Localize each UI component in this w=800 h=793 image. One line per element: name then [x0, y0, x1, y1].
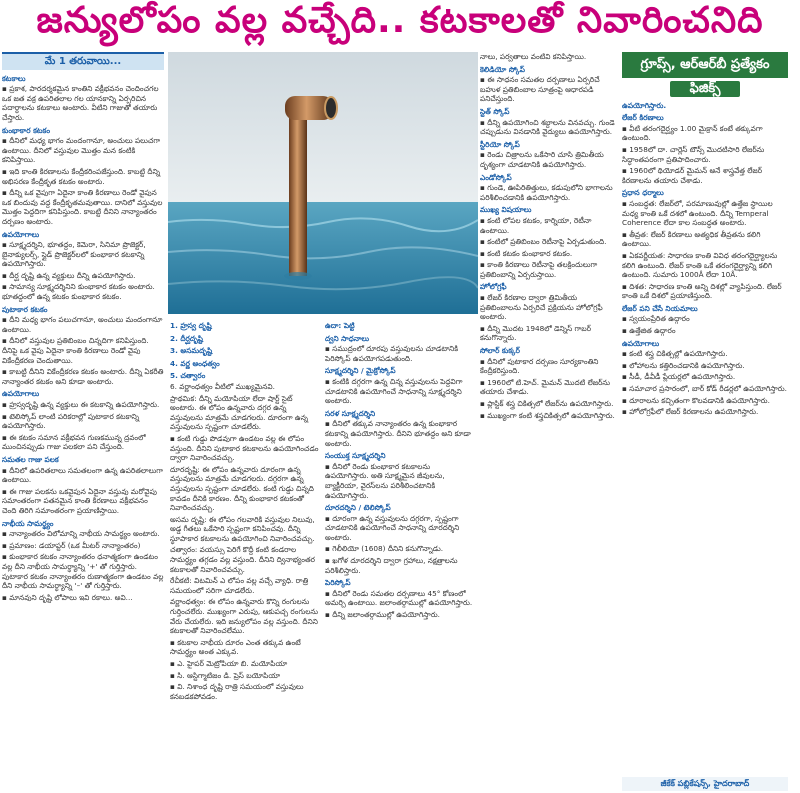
paragraph: దూరదర్శిని / టెలిస్కోప్: [325, 503, 391, 513]
paragraph: ఉపయోగిస్తారు.: [622, 100, 667, 110]
periscope-photo: [168, 52, 478, 314]
paragraph: ▪ ముఖ్యంగా కంటి శస్త్రచికిత్సలో ఉపయోగిస్తారు.: [480, 410, 615, 420]
column-4: [480, 52, 618, 793]
paragraph: ▪ ప్రకాశ, పారదర్శకమైన కాంతిని వక్రీభవనం చెందించగల ఒక జత వక్ర ఉపరితలాల గల యానకాన్ని ఏర్పరిచిన పదార్థాలను కటకాలు అంటారు. వీటిని గాజుతో తయారు చేస్తారు.: [2, 84, 159, 122]
paragraph: అసమ దృష్టి: ఈ లోపం గలవారికి వస్తువుల నిలువు, అడ్డ గీతలు ఒకేసారి స్పష్టంగా కనిపించవు. దీన్ని స్థూపాకార కటకాలను ఉపయోగించి నివారించవచ్చు.: [170, 514, 315, 543]
paragraph: లేజర్ కిరణాలు: [622, 113, 664, 123]
column-3-body: [325, 321, 475, 620]
paragraph: ▪ కటకాల నాభీయ దూరం ఎంత తక్కువ ఉంటే సామర్థ్యం అంత ఎక్కువ.: [170, 637, 301, 657]
paragraph: ▪ 1958లో దా. చార్లెస్ టౌన్స్ మొదటిసారి లేజర్‌ను సిద్ధాంతపరంగా ప్రతిపాదించారు.: [622, 144, 765, 164]
paragraph: ▪ సముద్రంలో దూరపు వస్తువులను చూడటానికి పెరిస్కోప్ ఉపయోగపడుతుంది.: [325, 344, 459, 363]
paragraph: ▪ ఉత్తేజిత ఉద్గారం: [622, 326, 676, 336]
paragraph: దూరదృష్టి: ఈ లోపం ఉన్నవారు దూరంగా ఉన్న వస్తువులను మాత్రమే చూడగలరు. దగ్గరగా ఉన్న వస్తువులను స్పష్టంగా చూడలేరు. కంటి గుడ్డు చిన్నది కావడం దీనికి కారణం. దీన్ని కుంభాకార కటకంతో నివారించవచ్చు.: [170, 464, 314, 513]
paragraph: 3. అసమదృష్టి: [170, 346, 213, 356]
paragraph: సూక్ష్మదర్శిని / మైక్రోస్కోప్: [325, 366, 396, 376]
paragraph: కుంభాకార కటకం: [2, 125, 51, 135]
paragraph: ప్రాథమిక: దీన్ని మయోపియా లేదా షార్ట్ సైట్ అంటారు. ఈ లోపం ఉన్నవారు దగ్గర ఉన్న వస్తువులను మాత్రమే చూడగలరు. దూరంగా ఉన్న వస్తువులను స్పష్టంగా చూడలేరు.: [170, 393, 308, 432]
periscope-illustration: [168, 52, 478, 314]
paragraph: ▪ సి. ఆస్టిగ్మాటిజం డి. ప్రెస్ బయోపియా: [170, 670, 281, 680]
paragraph: ▪ సూక్ష్మదర్శిని, భూతద్దం, కెమెరా, సినిమా ప్రొజెక్టర్, బైనాక్యులర్స్, స్లైడ్ ప్రొజెక్టర్‌లలో కుంభాకార కటకాన్ని ఉపయోగిస్తారు.: [2, 240, 146, 269]
paragraph: ▪ ఇది కాంతి కిరణాలను కేంద్రీకరింపజేస్తుంది. కాబట్టి దీన్ని అభిసరణ కేంద్రీకృత కటకం అంటారు.: [2, 166, 161, 186]
paragraph: ▪ కాంతి కిరణాలు రెటీనాపై తలక్రిందులుగా ప్రతిబింబాన్ని ఏర్పరుస్తాయి.: [480, 260, 598, 279]
paragraph: సంయుక్త సూక్ష్మదర్శిని: [325, 451, 386, 461]
paragraph: ▪ సీడీ, డీవీడీ ప్లేయర్లలో ఉపయోగిస్తారు.: [622, 372, 736, 382]
paragraph: నాభీయ సామర్థ్యం: [2, 518, 54, 528]
paragraph: ద్వని సాధనాలు: [325, 333, 370, 343]
paragraph: ▪ కాబట్టి దీనిని వికేంద్రీకరణ కటకం అంటారు. దీన్ని ఏకరీతి నాన్యాంతర కటకం అని కూడా అంటారు.: [2, 367, 164, 386]
subject-label: ఫిజిక్స్: [670, 81, 740, 97]
paragraph: ఉపయోగాలు: [622, 338, 660, 348]
paragraph: ▪ దీనిలో ఉపరితలాలు సమతలంగా ఉన్న ఉపరితలాలుగా ఉంటాయి.: [2, 465, 163, 485]
paragraph: ▪ ఎ. హైపర్ మెట్రోపియా బి. మయోపియా: [170, 659, 288, 668]
paragraph: ▪ 1960లో టి.హెచ్. మైమన్ మొదటి లేజర్‌ను తయారు చేశాడు.: [480, 377, 611, 397]
paragraph: ప్రధాన ధర్మాలు: [622, 188, 664, 198]
paragraph: ▪ కుంభాకార కటకం నాన్యాంతరం ధనాత్మకంగా ఉండటం వల్ల దీని నాభీయ సామర్థ్యాన్ని '+' తో గుర్తిస్తారు. పుటాకార కటకం నాన్యాంతరం రుణాత్మకంగా ఉండటం వల్ల దీని నాభీయ సామర్థ్యాన్ని '–' తో గుర్తిస్తారు.: [2, 552, 164, 591]
series-banner: గ్రూప్స్, ఆర్ఆర్‌బీ ప్రత్యేకం: [622, 52, 788, 78]
paragraph: 5. చత్వారం: [170, 371, 206, 381]
column-5: [622, 52, 788, 793]
paragraph: సోలార్ కుక్కర్: [480, 346, 520, 356]
adjacent-column-edge: [790, 52, 800, 793]
headline: జన్యులోపం వల్ల వచ్చేది.. కటకాలతో నివారించనిది: [36, 0, 764, 41]
paragraph: ▪ లోహాలను కత్తిరించడానికి ఉపయోగిస్తారు.: [622, 360, 745, 370]
paragraph: ▪ దిశత: సాధారణ కాంతి అన్ని దిశల్లో వ్యాపిస్తుంది. లేజర్ కాంతి ఒకే దిశలో ప్రయాణిస్తుంది.: [622, 281, 782, 301]
paragraph: సమతల గాజు పలక: [2, 454, 59, 464]
paragraph: రేచీకటి: విటమిన్ ఎ లోపం వల్ల వచ్చే వ్యాధి. రాత్రి సమయంలో సరిగా చూడలేరు.: [170, 576, 309, 595]
paragraph: ▪ రెండు చిత్రాలను ఒకేసారి చూసి త్రిమితీయ దృశ్యంగా చూడటానికి ఉపయోగిస్తారు.: [480, 150, 604, 169]
paragraph: ▪ సామాన్య సూక్ష్మదర్శినిని కుంభాకార కటకం అంటారు. భూతద్దంలో ఉన్న కటకం కుంభాకార కటకం.: [2, 282, 155, 302]
column-1-body: [2, 74, 164, 603]
paragraph: కటకాలు: [2, 73, 26, 83]
column-1: [2, 52, 164, 793]
paragraph: ▪ ఈ కటకం సమాన వక్రీభవన గుణకమున్న ద్రవంలో ముంచినప్పుడు గాజు పలకలా పని చేస్తుంది.: [2, 432, 146, 452]
paragraph: వర్ణాంధత్వం: ఈ లోపం ఉన్నవారు కొన్ని రంగులను గుర్తించలేరు. ముఖ్యంగా ఎరుపు, ఆకుపచ్చ రంగులను వేరు చేయలేరు. ఇది జన్యులోపం వల్ల వస్తుంది. దీనిని కటకాలతో నివారించలేము.: [170, 597, 319, 636]
paragraph: ▪ ఈ గాజు పలకను ఒకవైపున ఏదైనా వస్తువు మరోవైపు సమాంతరంగా పతనమైన కాంతి కిరణాలు వక్రీభవనం చెంది తిరిగి సమాంతరంగా ప్రయాణిస్తాయి.: [2, 486, 157, 515]
paragraph: ▪ మానవుని దృష్టి లోపాలు ఇవి రకాలు. అవి...: [2, 592, 133, 602]
paragraph: ▪ దూరాలను కచ్చితంగా కొలవడానికి ఉపయోగిస్తారు.: [622, 395, 770, 405]
paragraph: ▪ హోలోగ్రఫీలో లేజర్ కిరణాలను ఉపయోగిస్తారు.: [622, 407, 759, 417]
column-4-body: [480, 52, 618, 420]
paragraph: ▪ కంటి శస్త్ర చికిత్సల్లో ఉపయోగిస్తారు.: [622, 349, 728, 359]
paragraph: ▪ స్వయంప్రేరిత ఉద్గారం: [622, 314, 690, 324]
paragraph: నాలు, పర్వతాలు వంటివి కనిపిస్తాయి.: [480, 52, 587, 61]
paragraph: ▪ దీనిలో మధ్య భాగం మందంగానూ, అంచులు పలుచగా ఉంటాయి. దీనిలో వస్తువుల మొత్తం మన కంటికి కనిపిస్తాయి.: [2, 136, 161, 165]
paragraph: ▪ దీర్ఘ దృష్టి ఉన్న వ్యక్తులు దీన్ని ఉపయోగిస్తారు.: [2, 270, 136, 280]
paragraph: చత్వారం: వయస్సు పెరిగే కొద్దీ కంటి కండరాల సామర్థ్యం తగ్గడం వల్ల వస్తుంది. దీనిని ద్వినాభ్యంతర కటకాలతో నివారించవచ్చు.: [170, 545, 315, 574]
paragraph: ▪ లేజర్ కిరణాల ద్వారా త్రిమితీయ ప్రతిబింబాలను ఏర్పరిచే ప్రక్రియను హోలోగ్రఫీ అంటారు.: [480, 293, 603, 322]
paragraph: ▪ వి. నిశాంధ దృష్టి రాత్రి సమయంలో వస్తువులు కనబడకపోవడం.: [170, 682, 304, 701]
paragraph: 4. వర్ణ అంధత్వం: [170, 358, 220, 368]
paragraph: సరళ సూక్ష్మదర్శిని: [325, 408, 376, 418]
continued-tab: మే 1 తరువాయి...: [2, 52, 164, 70]
paragraph: ▪ గెలీలియో (1608) దీనిని కనుగొన్నాడు.: [325, 544, 444, 554]
paragraph: ▪ దీన్ని ఉపయోగించి శబ్దాలను వినవచ్చు. గుండె చప్పుడును వినడానికి వైద్యులు ఉపయోగిస్తారు.: [480, 117, 615, 137]
paragraph: ▪ దీన్ని ఒక వైపుగా ఏదైనా కాంతి కిరణాలు రెండో వైపున ఒక బిందువు వద్ద కేంద్రీకృతమవుతాయి. దానిలో వస్తువుల మొత్తం పెద్దదిగా కనిపిస్తుంది. కాబట్టి దీనిని నాన్యాంతరం దర్పణం అంటారు.: [2, 188, 163, 226]
column-2-body: [170, 394, 320, 702]
paragraph: ▪ గుండె, ఊపిరితిత్తులు, కడుపులోని భాగాలను పరిశీలించడానికి ఉపయోగిస్తారు.: [480, 183, 613, 202]
paragraph: ▪ దీనిలో రెండు కుంభాకార కటకాలను ఉపయోగిస్తారు. అతి సూక్ష్మమైన జీవులను, బ్యాక్టీరియా, వైరస్‌లను పరిశీలించటానికి ఉపయోగిస్తారు.: [325, 461, 445, 500]
paragraph: ▪ సంబద్ధత: లేజర్‌లో, పరమాణువుల్లో ఉత్తేజ స్థాయిల మధ్య కాంతి ఒకే దశలో ఉంటుంది. దీన్ని Temperal Coherence లేదా కాల సంబద్ధత అంటారు.: [622, 198, 773, 228]
column-5-body: [622, 101, 788, 417]
paragraph: ▪ దూరంగా ఉన్న వస్తువులను దగ్గరగా, స్పష్టంగా చూడటానికి ఉపయోగించే సాధనాన్ని దూరదర్శిని అంటారు.: [325, 513, 460, 542]
paragraph: 2. దీర్ఘదృష్టి: [170, 333, 203, 343]
paragraph: ▪ ఈ సాధనం సమతల దర్పణాలు ఏర్పరిచే బహుళ ప్రతిబింబాల సూత్రంపై ఆధారపడి పనిచేస్తుంది.: [480, 75, 600, 104]
paragraph: ఉదా: పెట్టి: [325, 321, 355, 330]
paragraph: లేజర్ పని చేసే నియమాలు: [622, 303, 698, 313]
paragraph: ▪ 1960లో థియోడర్ మైమన్ అనే శాస్త్రవేత్త లేజర్ కిరణాలను తయారు చేశాడు.: [622, 166, 763, 185]
paragraph: ▪ దీనిలో పుటాకార దర్పణం సూర్యకాంతిని కేంద్రీకరిస్తుంది.: [480, 356, 599, 376]
paragraph: ఉపయోగాలు: [2, 229, 40, 239]
paragraph: ▪ దీనిలో తక్కువ నాన్యాంతరం ఉన్న కుంభాకార కటకాన్ని ఉపయోగిస్తారు. దీనిని భూతద్దం అని కూడా అంటారు.: [325, 419, 471, 448]
paragraph: ▪ ఖగోళ దూరదర్శిని ద్వారా గ్రహాలు, నక్షత్రాలను పరిశీలిస్తారు.: [325, 556, 458, 575]
paragraph: ▪ కంటిలో ప్రతిబింబం రెటీనాపై ఏర్పడుతుంది.: [480, 237, 607, 247]
paragraph: పుటాకార కటకం: [2, 304, 48, 314]
paragraph: ముఖ్య విషయాలు: [480, 205, 532, 215]
paragraph: ▪ కంటి గుడ్డు పొడవుగా ఉండటం వల్ల ఈ లోపం వస్తుంది. దీనిని పుటాకార కటకాలను ఉపయోగించడం ద్వారా నివారించవచ్చు.: [170, 433, 319, 463]
paragraph: ▪ తీవ్రత: లేజర్ కిరణాలు అత్యధిక తీవ్రతను కలిగి ఉంటాయి.: [622, 229, 761, 249]
paragraph: ఉపయోగాలు: [2, 389, 40, 399]
paragraph: ▪ కంటికి దగ్గరగా ఉన్న చిన్న వస్తువులను పెద్దవిగా చూడటానికి ఉపయోగించే సాధనాన్ని సూక్ష్మదర్శిని అంటారు.: [325, 376, 463, 406]
paragraph: ▪ కంటి లోపల కటకం, కార్నియా, రెటీనా ఉంటాయి.: [480, 215, 592, 235]
paragraph: స్టెత్ స్కోప్: [480, 106, 510, 116]
credit-line: జీకేక్ పబ్లికేషన్స్, హైదరాబాద్: [622, 777, 788, 791]
paragraph: ▪ ప్లాస్టిక్ శస్త్ర చికిత్సలో లేజర్‌ను ఉపయోగిస్తారు.: [480, 399, 614, 408]
column-3: [325, 318, 475, 793]
paragraph: ▪ దీనిలో రెండు సమతల దర్పణాలు 45° కోణంలో అమర్చి ఉంటాయి. జలాంతర్గాముల్లో ఉపయోగిస్తారు.: [325, 588, 473, 608]
figure-captions: [170, 321, 320, 392]
paragraph: ▪ దీన్ని జలాంతర్గాముల్లో ఉపయోగిస్తారు.: [325, 610, 440, 620]
paragraph: ▪ ఏకవర్ణీయత: సాధారణ కాంతి వివిధ తరంగదైర్ఘ్యాలను కలిగి ఉంటుంది. లేజర్ కాంతి ఒకే తరంగదైర్ఘ్యాన్ని కలిగి ఉంటుంది. సుమారు 1000Å లేదా 10Å.: [622, 250, 778, 280]
paragraph: ఎండోస్కోప్: [480, 172, 512, 182]
paragraph: ▪ హ్రస్వదృష్టి ఉన్న వ్యక్తులు ఈ కటకాన్ని ఉపయోగిస్తారు.: [2, 400, 160, 409]
paragraph: పెరిస్కోప్: [325, 578, 351, 588]
paragraph: ▪ నాన్యాంతరం విలోమాన్ని నాభీయ సామర్థ్యం అంటారు.: [2, 529, 160, 539]
paragraph: 1. హ్రస్వ దృష్టి: [170, 321, 212, 330]
paragraph: ▪ దీని మధ్య భాగం పలుచగానూ, అంచులు మందంగానూ ఉంటాయి.: [2, 315, 163, 334]
paragraph: ▪ టెలిస్కోప్‌ లాంటి పరికరాల్లో పుటాకార కటకాన్ని ఉపయోగిస్తారు.: [2, 411, 140, 431]
paragraph: ▪ వీటి తరంగదైర్ఘ్యం 1.00 మైక్రాన్ కంటే తక్కువగా ఉంటుంది.: [622, 123, 763, 143]
paragraph: ▪ దీన్ని మొదట 1948లో డెన్నిస్ గాబర్ కనుగొన్నారు.: [480, 323, 592, 343]
paragraph: 6. వర్ణాంధత్వం వీటిలో ముఖ్యమైనవి.: [170, 381, 275, 391]
paragraph: కెలిడియో స్కోప్: [480, 64, 525, 74]
paragraph: స్టీరియో స్కోప్: [480, 139, 520, 149]
paragraph: ▪ సమాచార ప్రసారంలో, బార్ కోడ్ రీడర్లలో ఉపయోగిస్తారు.: [622, 384, 787, 394]
paragraph: ▪ కంటి కటకం కుంభాకార కటకం.: [480, 248, 573, 258]
column-2: [170, 318, 320, 793]
paragraph: హోలోగ్రఫీ: [480, 282, 507, 292]
paragraph: ▪ ప్రమాణం: డయాప్టర్ (ఒక మీటర్ నాన్యాంతరం): [2, 540, 141, 550]
paragraph: ▪ దీనిలో వస్తువుల ప్రతిబింబం చిన్నదిగా కనిపిస్తుంది. దీనిపై ఒక వైపు ఏదైనా కాంతి కిరణాలు రెండో వైపు వికేంద్రీకరణ చెందుతాయి.: [2, 336, 149, 365]
